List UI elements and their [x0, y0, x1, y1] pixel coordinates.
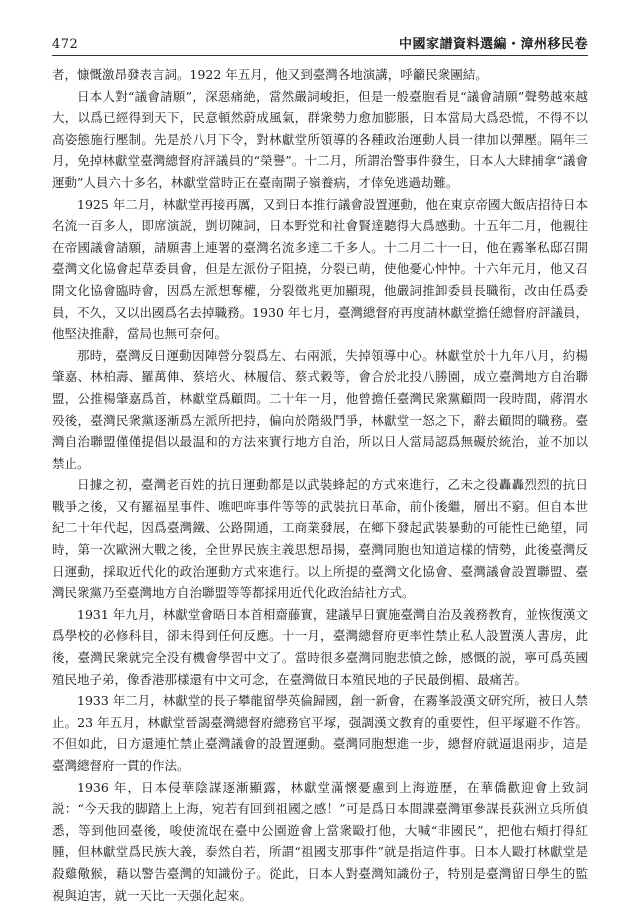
paragraph-4: 那時，臺灣反日運動因陣營分裂爲左、右兩派，失掉領導中心。林獻堂於十九年八月，約楊肇嘉、林柏壽、羅萬俥、蔡培火、林履信、蔡式穀等，會合於北投八勝園，成立臺灣地方自治聯盟，公推楊肇嘉爲首，林獻堂爲顧問。二十年一月，他曾擔任臺灣民衆黨顧問一段時間，蔣渭水殁後，臺灣民衆黨逐漸爲左派所把持，偏向於階級鬥爭，林獻堂一怒之下，辭去顧問的職務。臺灣自治聯盟僅僅提倡以最温和的方法來實行地方自治，所以日人當局認爲無礙於統治，並不加以禁止。	[52, 347, 588, 471]
body-text	[52, 64, 588, 906]
page-header	[52, 30, 588, 56]
paragraph-3: 1925 年二月，林獻堂再接再厲，又到日本推行議會設置運動，他在東京帝國大飯店招待日本名流一百多人，即席演説，剴切陳詞，日本野党和社會賢達聽得大爲感動。十五年二月，他親往在帝國議會請願，請願書上連署的臺灣名流多達二千多人。十二月二十一日，他在霧峯私邸召開臺灣文化協會起草委員會，但是左派份子阻撓，分裂已萌，使他憂心忡忡。十六年元月，他又召開文化協會臨時會，因爲左派想奪權，分裂徵兆更加顯現，他嚴詞推卸委員長職衔，改由任爲委員，不久，又以出國爲名去掉職務。1930 年七月，臺灣總督府再度請林獻堂擔任總督府評議員，他堅決推辭，當局也無可奈何。	[52, 196, 588, 342]
paragraph-1: 者，慷慨激昂發表言詞。1922 年五月，他又到臺灣各地演講，呼籲民衆團結。	[52, 67, 488, 82]
running-title: 中國家譜資料選編・漳州移民卷	[398, 37, 588, 52]
page-number: 472	[52, 37, 79, 52]
paragraph-7: 1933 年二月，林獻堂的長子攀龍留學英倫歸國，創一新會，在霧峯設漢文研究所，被日人禁止。23 年五月，林獻堂晉謁臺灣總督府總務官平塚，强調漢文教育的重要性，但平塚避不作答。不但如此，日方還連忙禁止臺灣議會的設置運動。臺灣同胞想進一步，總督府就逼退兩步，這是臺灣總督府一貫的作法。	[52, 693, 588, 773]
paragraph-6: 1931 年九月，林獻堂會晤日本首相齋藤實，建議早日實施臺灣自治及義務教育，並恢復漢文爲學校的必修科目，卻未得到任何反應。十一月，臺灣總督府更率性禁止私人設置漢人書房，此後，臺灣民衆就完全没有機會學習中文了。當時很多臺灣同胞悲憤之餘，感慨的説，寧可爲英國殖民地子弟，像香港那樣還有中文可念，在臺灣做日本殖民地的子民最倒楣、最痛苦。	[52, 606, 588, 687]
paragraph-2: 日本人對“議會請願”，深惡痛絶，當然嚴詞峻拒，但是一般臺胞看見“議會請願”聲勢越來越大，以爲已經得到天下，民意頓然蔚成風氣，群衆勢力愈加膨脹，日本當局大爲恐慌，不得不以高姿態施行壓制。先是於八月下令，對林獻堂所領導的各種政治運動人員一律加以彈壓。隔年三月，免掉林獻堂臺灣總督府評議員的“榮譽”。十二月，所謂治警事件發生，日本人大肆捕拿“議會運動”人員六十多名，林獻堂當時正在臺南閘子嶺養病，才倖免逃過劫難。	[52, 88, 588, 190]
paragraph-5: 日據之初，臺灣老百姓的抗日運動都是以武裝蜂起的方式來進行，乙未之役轟轟烈烈的抗日戰爭之後，又有羅福星事件、噍吧哖事件等等的武裝抗日革命，前仆後繼，層出不窮。但自本世紀二十年代起，因爲臺灣鐵、公路開通，工商業發展，在鄉下發起武裝暴動的可能性已絶望，同時，第一次歐洲大戰之後，全世界民族主義思想昂揚，臺灣同胞也知道這樣的情勢，此後臺灣反日運動，採取近代化的政治運動方式來進行。以上所提的臺灣文化協會、臺灣議會設置聯盟、臺灣民衆黨乃至臺灣地方自治聯盟等等都採用近代化政治結社方式。	[52, 477, 588, 601]
paragraph-8: 1936 年，日本侵華陰謀逐漸顯露，林獻堂滿懷憂慮到上海遊歷，在華僑歡迎會上致詞説：“今天我的脚踏上上海，宛若有回到祖國之感！”可是爲日本間諜臺灣軍參謀長荻洲立兵所偵悉，等到他回臺後，唆使流氓在臺中公園遊會上當衆毆打他，大喊“非國民”，把他右頰打得紅腫，但林獻堂爲民族大義，泰然自若，所謂“祖國支那事件”就是指這件事。日本人毆打林獻堂是殺雞儆猴，藉以警告臺灣的知識份子。從此，日本人對臺灣知識份子，特别是臺灣留日學生的監視與迫害，就一天比一天强化起來。	[52, 779, 588, 903]
